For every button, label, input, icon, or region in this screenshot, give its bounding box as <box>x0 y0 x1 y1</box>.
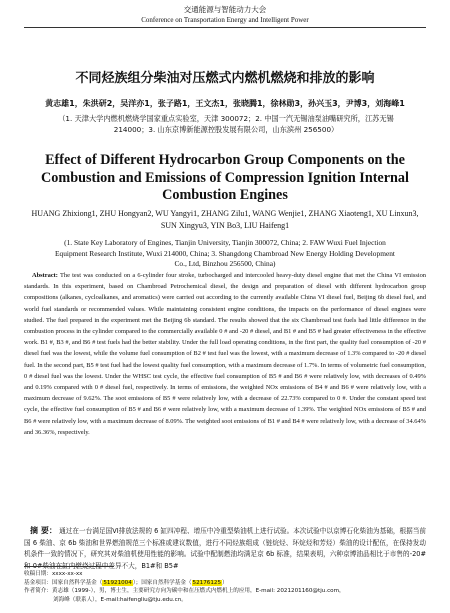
fund-number-2: 52176125 <box>192 579 222 586</box>
fund-mid: ）；国家自然科学基金（ <box>132 579 192 586</box>
abstract-cn-text: 通过在一台满足国VI排放法规的 6 缸四冲程、增压中冷重型柴油机上进行试验。本次试验中以京博石化柴油为基础，根据当前国 6 柴油、京 6b 柴油和世界燃油规范三个标准或建议数值，进行不同烃族组成（链烷烃、环烷烃和芳烃）柴油的设计配伍，在保持发动机条件一致的情况下，研究其对柴油机使用性能的影响。试验中配制燃油均满足京 6b 标准，结果表明，六种京博油品相比于市售的-20#和 0#柴油在缸内燃烧过程中差异不大，B1#和 B5# <box>24 527 426 570</box>
affiliations-en: (1. State Key Laboratory of Engines, Tianjin University, Tianjin 300072, China; 2. FAW Wuxi Fuel Injection Equipment Research Institute, Wuxi 214000, China; 3. Shangdong Chambroad New Energy Holding Development Co., Ltd, Binzhou 256500, China) <box>55 238 395 268</box>
footnote-rule <box>24 566 114 567</box>
abstract-en-label: Abstract: <box>32 272 58 279</box>
footnote-author-info: 作者简介：黄志雄（1999-），男，博士生，主要研究方向为碳中和在压燃式内燃机上的应用，E-mail: 2021201160@tju.com， <box>24 588 345 595</box>
footnote-fund <box>24 579 426 588</box>
authors-cn: 黄志雄1，朱洪研2，吴洋亦1，张子路1，王文杰1，张晓腾1，徐林勋3，孙兴玉3，尹博3，刘海峰1 <box>45 99 405 108</box>
paper-title-en: Effect of Different Hydrocarbon Group Components on the Combustion and Emissions of Compression Ignition Internal Combustion Engines <box>41 152 409 203</box>
fund-prefix: 基金项目：国家自然科学基金（ <box>24 579 103 586</box>
abstract-en <box>24 270 426 438</box>
footnote-received: 收稿日期：xxxx-xx-xx <box>24 571 83 577</box>
affiliations-cn: （1. 天津大学内燃机燃烧学国家重点实验室，天津 300072；2. 中国一汽无锡油泵油嘴研究所，江苏无锡 214000；3. 山东京博新能源控股发展有限公司，山东滨州 256500） <box>58 114 394 134</box>
conference-name-en: Conference on Transportation Energy and Intelligent Power <box>141 16 309 24</box>
fund-number-1: 51921004 <box>103 579 132 586</box>
footnotes <box>24 570 426 604</box>
paper-title-cn: 不同烃族组分柴油对压燃式内燃机燃烧和排放的影响 <box>75 71 375 86</box>
fund-suffix: ） <box>222 579 228 586</box>
header-rule <box>24 27 426 28</box>
abstract-cn-label: 摘 要： <box>30 526 57 535</box>
authors-en: HUANG Zhixiong1, ZHU Hongyan2, WU Yangyi1, ZHANG Zilu1, WANG Wenjie1, ZHANG Xiaoteng1, XU Linxun3, SUN Xingyu3, YIN Bo3, LIU Haifeng1 <box>31 209 419 230</box>
abstract-en-text: The test was conducted on a 6-cylinder four stroke, turbocharged and intercooled heavy-duty diesel engine that met the China VI emission standards. In this experiment, based on Chambroad Petrochemical diesel, the design and preparation of diesel with different hydrocarbon group compositions (alkanes, cycloalkanes, and aromatics) were carried out according to the currently available China VI diesel fuel, Beijing 6b diesel fuel, and world fuel standards or recommended values. While maintaining consistent engine conditions, the impacts on the performance of diesel engines were studied. The fuel prepared in the experiment met the Beijing 6b standard. The results showed that the six Chambroad test fuels had little difference in the combustion process in the cylinder compared to the commercially available 0 # and -20 # diesel, and B1 # and B5 # had greater effectiveness in the effective work. B1 #, B3 #, and B6 # test fuels had the better stability. Under the full load operating conditions, in the first part, the quality fuel consumption of -20 # diesel fuel was the lowest, while the volume fuel consumption of B2 # test fuel was the lowest, with a maximum decrease of 1.3% compared to -20 # diesel fuel. In the second part, B5 # test fuel had the lowest quality fuel consumption, with a maximum decrease of 1.7%. In terms of volumetric fuel consumption, 0 # diesel fuel was the lowest. Under the WHSC test cycle, the effective fuel consumption of B5 # and B6 # were relatively low, with decreases of 0.49% and 0.19% compared with 0 # diesel fuel, respectively. In terms of emissions, the weighted NOx emissions of B4 # and B6 # were relatively low, with a maximum decrease of 9.62%. The soot emissions of B5 # were relatively low, with a decrease of 22.73% compared to 0 #. Under the constant speed test cycle, the effective fuel consumption of B5 # and B6 # were relatively low, with a maximum decrease of 1.39%. The weighted NOx emissions of B5 # and B6 # were relatively low, with a maximum decrease of 8.09%. The weighted soot emissions of B1 # and B4 # were relatively low, with a decrease of 34.64% and 36.36%, respectively. <box>24 272 426 436</box>
conference-name-cn: 交通能源与智能动力大会 <box>183 5 267 14</box>
footnote-corresponding: 刘海峰（联系人），E-mail:haifengliu@tju.edu.cn。 <box>53 596 187 603</box>
abstract-cn <box>24 525 426 572</box>
